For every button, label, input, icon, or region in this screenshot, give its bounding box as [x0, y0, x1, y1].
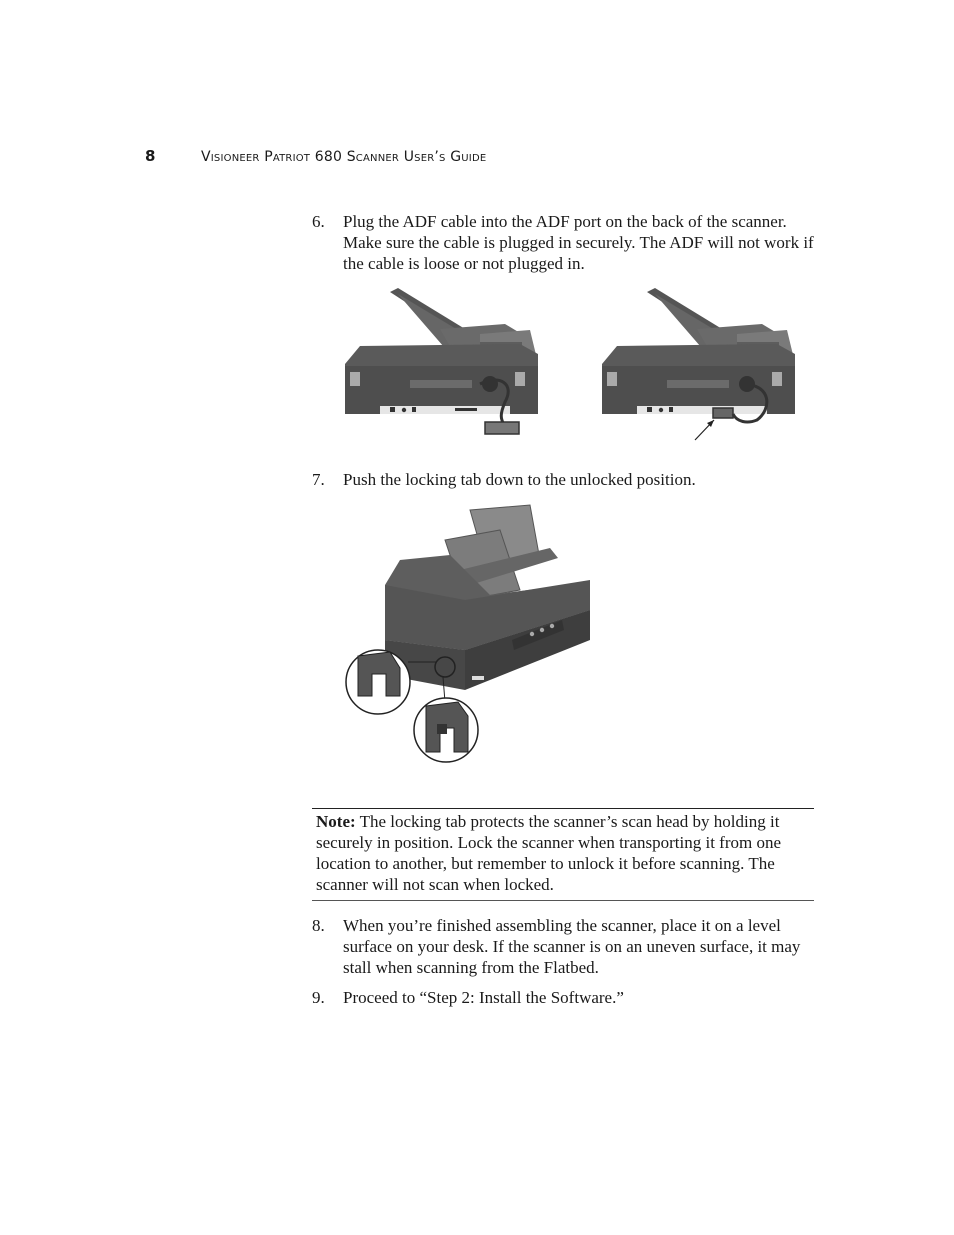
scanner-rear-unplugged [345, 288, 538, 434]
adf-cable-illustration [340, 284, 810, 444]
step-text: When you’re finished assembling the scanner, place it on a level surface on your desk. If the scanner is on an uneven surface, it may stall when scanning from the Flatbed. [343, 916, 801, 977]
scanner-rear-plugged [602, 288, 795, 440]
page-header [0, 147, 954, 169]
step-number: 9. [312, 988, 325, 1007]
step-number: 7. [312, 470, 325, 489]
step-9 [312, 987, 816, 1008]
page-number: 8 [145, 147, 156, 165]
step-number: 8. [312, 916, 325, 935]
note-box [312, 808, 814, 901]
step-text: Plug the ADF cable into the ADF port on the back of the scanner. Make sure the cable is plugged in securely. The ADF will not work if the cable is loose or not plugged in. [343, 212, 814, 273]
note-label: Note: [316, 812, 356, 831]
step-6 [312, 211, 816, 274]
running-title: Visioneer Patriot 680 Scanner User’s Guide [201, 149, 487, 165]
step-8 [312, 915, 816, 978]
step-text: Push the locking tab down to the unlocked position. [343, 470, 696, 489]
locking-tab-illustration [340, 500, 600, 770]
step-text: Proceed to “Step 2: Install the Software.” [343, 988, 624, 1007]
step-number: 6. [312, 212, 325, 231]
note-text: The locking tab protects the scanner’s scan head by holding it securely in position. Lock the scanner when transporting it from one location to another, but remember to unlock it before scanning. The scanner will not scan when locked. [316, 812, 782, 894]
step-7 [312, 469, 816, 490]
